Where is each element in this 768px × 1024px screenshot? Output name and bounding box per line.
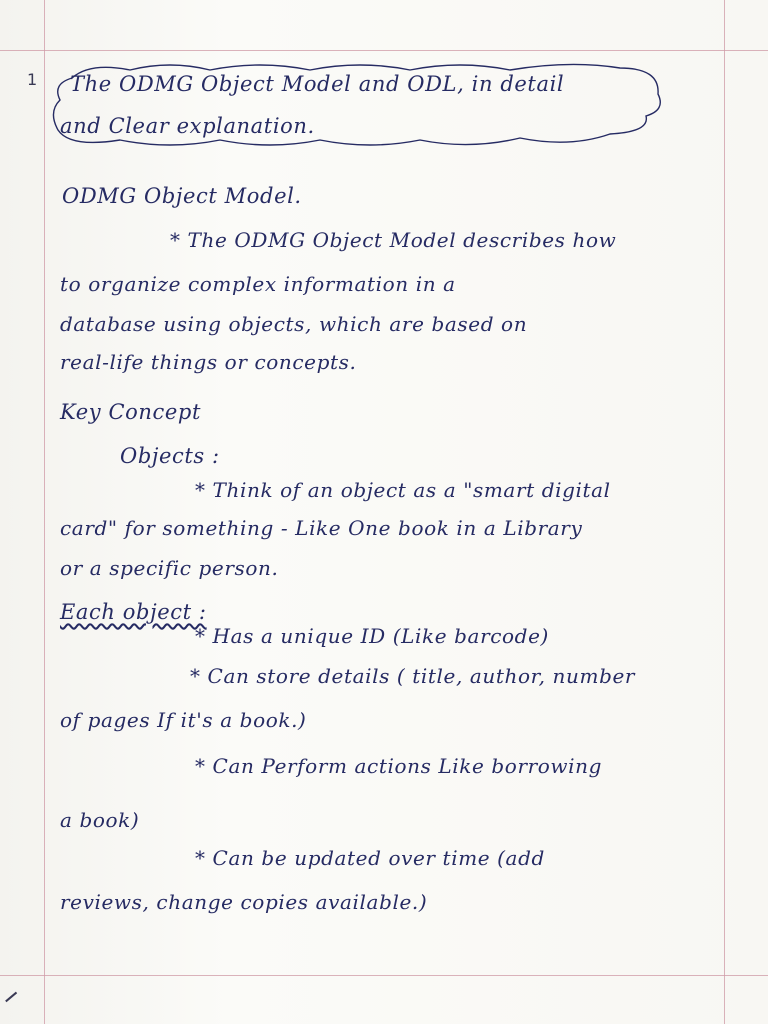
margin-line-right	[724, 0, 725, 1024]
intro-line-3: database using objects, which are based on	[60, 312, 528, 336]
title-line-1: The ODMG Object Model and ODL, in detail	[70, 72, 565, 96]
objects-line-3: or a specific person.	[60, 556, 279, 580]
each-object-point-4-cont: reviews, change copies available.)	[60, 890, 428, 914]
title-line-2: and Clear explanation.	[60, 114, 315, 138]
objects-line-2: card" for something - Like One book in a Library	[60, 516, 583, 540]
each-object-point-2: * Can store details ( title, author, number	[190, 664, 636, 688]
question-number: 1	[27, 70, 38, 89]
each-object-point-2-cont: of pages If it's a book.)	[60, 708, 307, 732]
each-object-point-4: * Can be updated over time (add	[195, 846, 545, 870]
each-object-point-3: * Can Perform actions Like borrowing	[195, 754, 603, 778]
each-object-point-1: * Has a unique ID (Like barcode)	[195, 624, 549, 648]
each-object-point-3-cont: a book)	[60, 808, 140, 832]
each-object-heading: Each object :	[60, 600, 207, 624]
intro-line-1: * The ODMG Object Model describes how	[170, 228, 617, 252]
intro-line-4: real-life things or concepts.	[60, 350, 357, 374]
margin-line-left	[44, 0, 45, 1024]
objects-line-1: * Think of an object as a "smart digital	[195, 478, 611, 502]
intro-line-2: to organize complex information in a	[60, 272, 456, 296]
rule-line-bottom	[0, 975, 768, 976]
key-concept-heading: Key Concept	[60, 400, 201, 424]
section-heading: ODMG Object Model.	[62, 184, 302, 208]
rule-line-top	[0, 50, 768, 51]
objects-heading: Objects :	[120, 444, 220, 468]
margin-tick-mark	[5, 992, 17, 1002]
